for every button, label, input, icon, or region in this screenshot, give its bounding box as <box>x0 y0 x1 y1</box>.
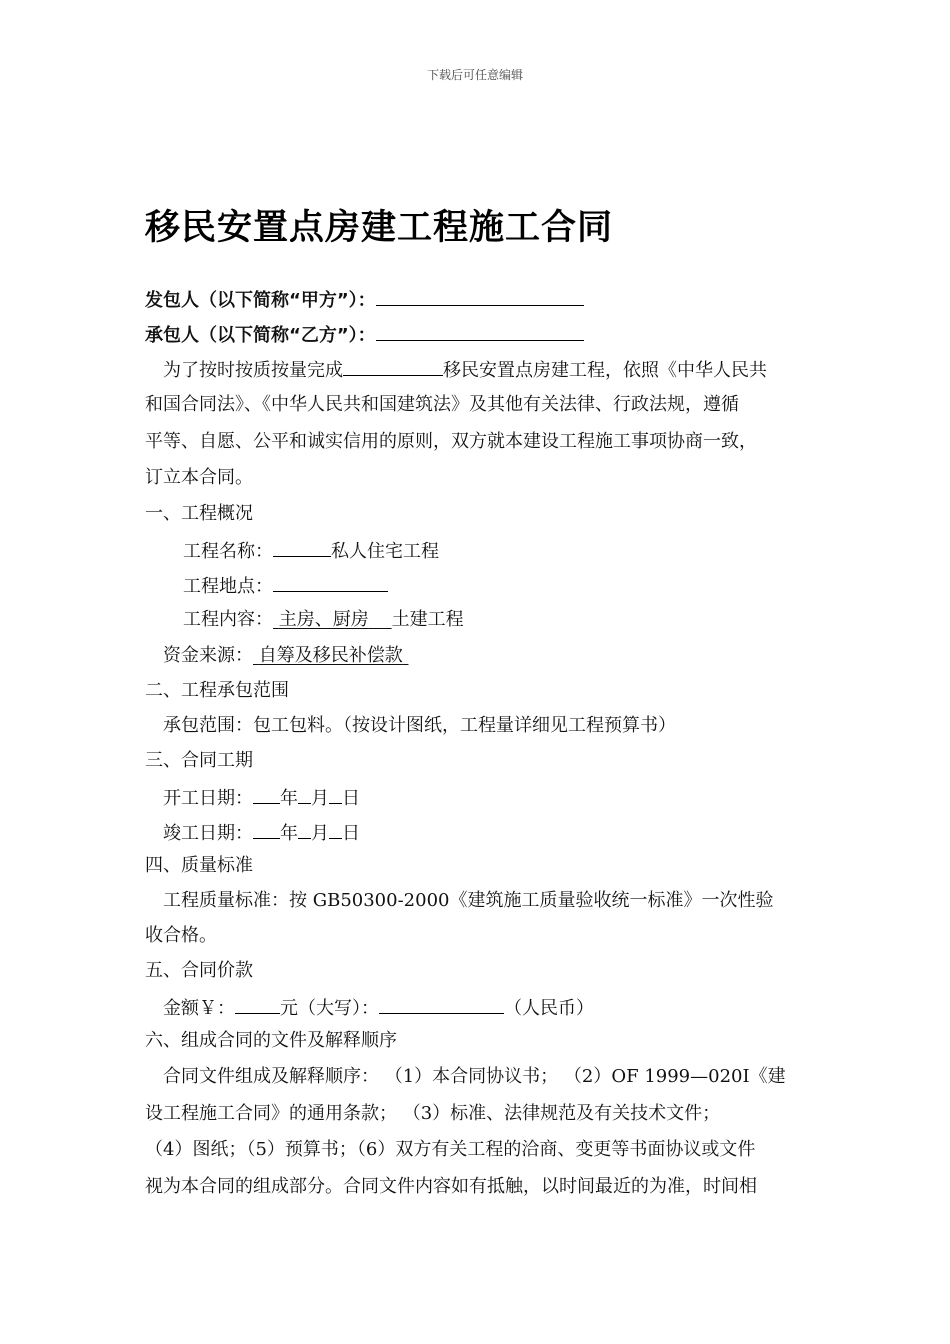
quality-line-2: 收合格。 <box>145 925 217 946</box>
project-name-blank[interactable] <box>343 357 443 376</box>
section-heading: 三、合同工期 <box>145 750 253 771</box>
documents-line-1: 合同文件组成及解释顺序： （1）本合同协议书； （2）OF 1999—020I《建 <box>163 1066 786 1087</box>
header-note: 下载后可任意编辑 <box>426 68 523 82</box>
documents-line-2: 设工程施工合同》的通用条款； （3）标准、法律规范及有关技术文件； <box>145 1103 721 1124</box>
amount-line <box>163 995 594 1020</box>
start-year-blank[interactable] <box>253 785 280 804</box>
intro-text: 为了按时按质按量完成 <box>163 360 343 381</box>
project-location-line <box>183 573 388 598</box>
party-b-label: 承包人（以下简称“乙方”）： <box>145 325 376 346</box>
funding-value-text: 自筹及移民补偿款 <box>258 645 403 666</box>
documents-line-4: 视为本合同的组成部分。合同文件内容如有抵触，以时间最近的为准，时间相 <box>145 1176 757 1197</box>
currency-label: （人民币） <box>504 998 594 1019</box>
month-label: 月 <box>311 788 329 809</box>
intro-line-3: 平等、自愿、公平和诚实信用的原则，双方就本建设工程施工事项协商一致， <box>145 431 757 452</box>
start-day-blank[interactable] <box>329 785 342 804</box>
project-location-blank[interactable] <box>273 573 388 592</box>
project-name-label: 工程名称： <box>183 541 273 562</box>
project-content-suffix: 土建工程 <box>391 609 464 630</box>
start-date-line <box>163 785 360 810</box>
year-label: 年 <box>280 788 298 809</box>
section-heading: 二、工程承包范围 <box>145 680 289 701</box>
day-label: 日 <box>342 788 360 809</box>
intro-line-1 <box>163 357 767 382</box>
month-label: 月 <box>311 823 329 844</box>
funding-label: 资金来源： <box>163 645 253 666</box>
end-year-blank[interactable] <box>253 820 280 839</box>
project-content-label: 工程内容： <box>183 609 273 630</box>
project-content-value <box>273 609 392 630</box>
project-name-field-blank[interactable] <box>273 538 331 557</box>
party-b-line <box>145 322 584 347</box>
section-heading: 五、合同价款 <box>145 960 253 981</box>
party-b-blank[interactable] <box>376 322 584 341</box>
project-name-value: 私人住宅工程 <box>331 541 439 562</box>
project-location-label: 工程地点： <box>183 576 273 597</box>
end-date-label: 竣工日期： <box>163 823 253 844</box>
end-day-blank[interactable] <box>329 820 342 839</box>
funding-line <box>163 645 408 667</box>
amount-number-blank[interactable] <box>235 995 280 1014</box>
start-date-label: 开工日期： <box>163 788 253 809</box>
day-label: 日 <box>342 823 360 844</box>
intro-line-2: 和国合同法》、《中华人民共和国建筑法》及其他有关法律、行政法规，遵循 <box>145 394 739 415</box>
amount-words-blank[interactable] <box>379 995 504 1014</box>
party-a-line <box>145 287 584 312</box>
scope-line: 承包范围：包工包料。（按设计图纸，工程量详细见工程预算书） <box>163 715 676 736</box>
amount-label: 金额￥： <box>163 998 235 1019</box>
section-heading: 六、组成合同的文件及解释顺序 <box>145 1030 397 1051</box>
section-heading: 四、质量标准 <box>145 855 253 876</box>
document-title: 移民安置点房建工程施工合同 <box>145 208 614 248</box>
intro-text: 移民安置点房建工程，依照《中华人民共 <box>443 360 767 381</box>
end-month-blank[interactable] <box>298 820 311 839</box>
party-a-blank[interactable] <box>376 287 584 306</box>
party-a-label: 发包人（以下简称“甲方”）： <box>145 290 376 311</box>
intro-line-4: 订立本合同。 <box>145 467 253 488</box>
funding-value <box>253 645 408 666</box>
start-month-blank[interactable] <box>298 785 311 804</box>
project-content-line <box>183 609 464 631</box>
year-label: 年 <box>280 823 298 844</box>
section-heading: 一、工程概况 <box>145 503 253 524</box>
amount-words-label: 元（大写）： <box>280 998 379 1019</box>
documents-line-3: （4）图纸；（5）预算书；（6）双方有关工程的洽商、变更等书面协议或文件 <box>145 1139 756 1160</box>
project-name-line <box>183 538 439 563</box>
end-date-line <box>163 820 360 845</box>
content-value-text: 主房、厨房 <box>278 609 369 630</box>
quality-line-1: 工程质量标准：按 GB50300-2000《建筑施工质量验收统一标准》一次性验 <box>163 890 774 911</box>
